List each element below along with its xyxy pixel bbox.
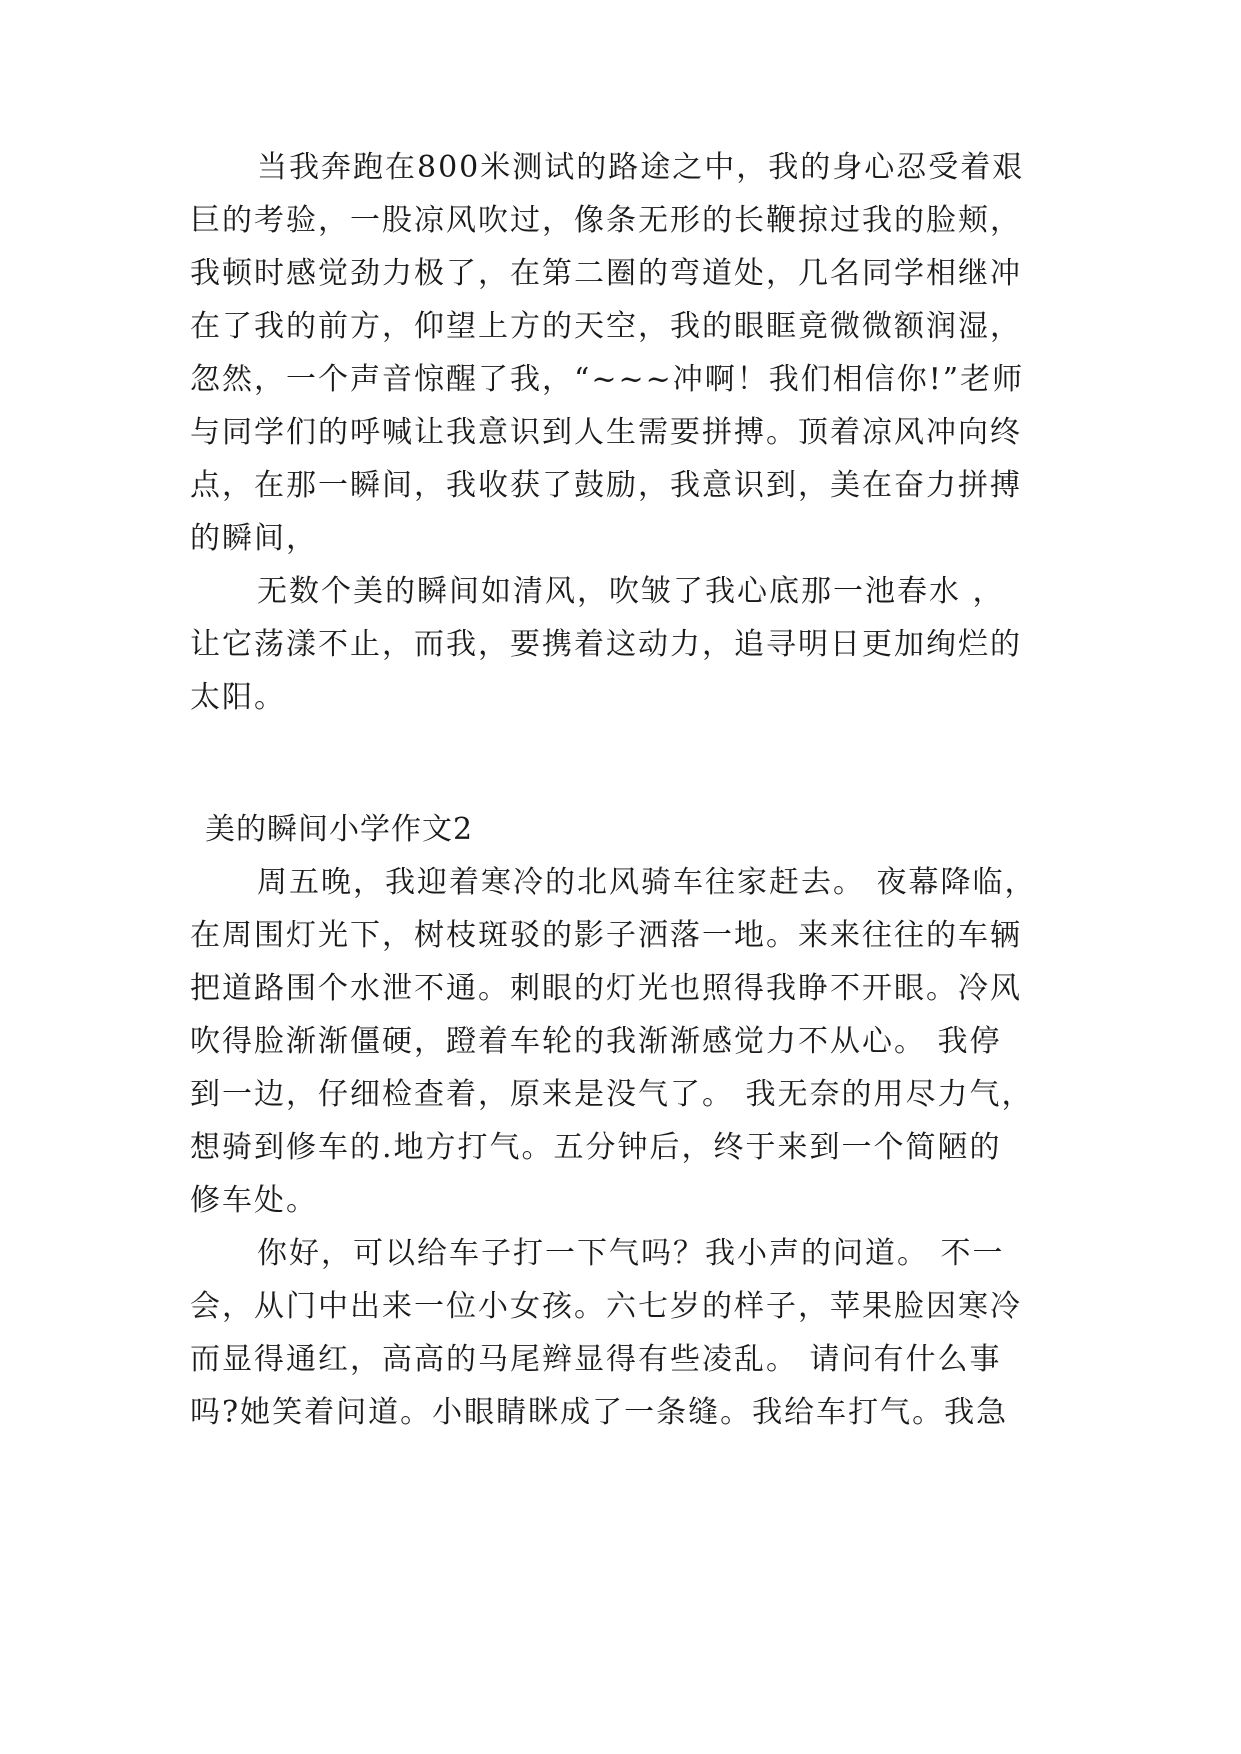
text-line: 无数个美的瞬间如清风，吹皱了我心底那一池春水 ， bbox=[257, 574, 1005, 609]
text-line: 把道路围个水泄不通。刺眼的灯光也照得我睁不开眼。冷风 bbox=[190, 971, 1022, 1006]
section-title: 美的瞬间小学作文2 bbox=[205, 812, 474, 847]
text-line: 我顿时感觉劲力极了，在第二圈的弯道处，几名同学相继冲 bbox=[190, 256, 1022, 291]
text-line: 吗?她笑着问道。小眼睛眯成了一条缝。我给车打气。我急 bbox=[190, 1395, 1009, 1430]
text-line: 让它荡漾不止，而我，要携着这动力，追寻明日更加绚烂的 bbox=[190, 627, 1022, 662]
text-line: 周五晚，我迎着寒冷的北风骑车往家赶去。 夜幕降临， bbox=[257, 865, 1037, 900]
text-line: 与同学们的呼喊让我意识到人生需要拼搏。顶着凉风冲向终 bbox=[190, 415, 1022, 450]
text-line: 会，从门中出来一位小女孩。六七岁的样子，苹果脸因寒冷 bbox=[190, 1289, 1022, 1324]
text-line: 点，在那一瞬间，我收获了鼓励，我意识到，美在奋力拼搏 bbox=[190, 468, 1022, 503]
text-line: 的瞬间， bbox=[190, 521, 318, 556]
text-line: 在了我的前方，仰望上方的天空，我的眼眶竟微微额润湿， bbox=[190, 309, 1022, 344]
text-line: 在周围灯光下，树枝斑驳的影子洒落一地。来来往往的车辆 bbox=[190, 918, 1022, 953]
text-line: 当我奔跑在800米测试的路途之中，我的身心忍受着艰 bbox=[257, 150, 1025, 185]
text-line: 你好，可以给车子打一下气吗？我小声的问道。 不一 bbox=[257, 1236, 1005, 1271]
text-line: 太阳。 bbox=[190, 680, 286, 715]
text-line: 吹得脸渐渐僵硬，蹬着车轮的我渐渐感觉力不从心。 我停 bbox=[190, 1024, 1002, 1059]
text-line: 巨的考验，一股凉风吹过，像条无形的长鞭掠过我的脸颊， bbox=[190, 203, 1022, 238]
text-line: 修车处。 bbox=[190, 1183, 318, 1218]
text-line: 到一边，仔细检查着，原来是没气了。 我无奈的用尽力气， bbox=[190, 1077, 1034, 1112]
text-line: 忽然，一个声音惊醒了我，“~~~冲啊！我们相信你!”老师 bbox=[190, 362, 1025, 397]
text-line: 而显得通红，高高的马尾辫显得有些凌乱。 请问有什么事 bbox=[190, 1342, 1002, 1377]
text-line: 想骑到修车的.地方打气。五分钟后，终于来到一个简陋的 bbox=[190, 1130, 1002, 1165]
